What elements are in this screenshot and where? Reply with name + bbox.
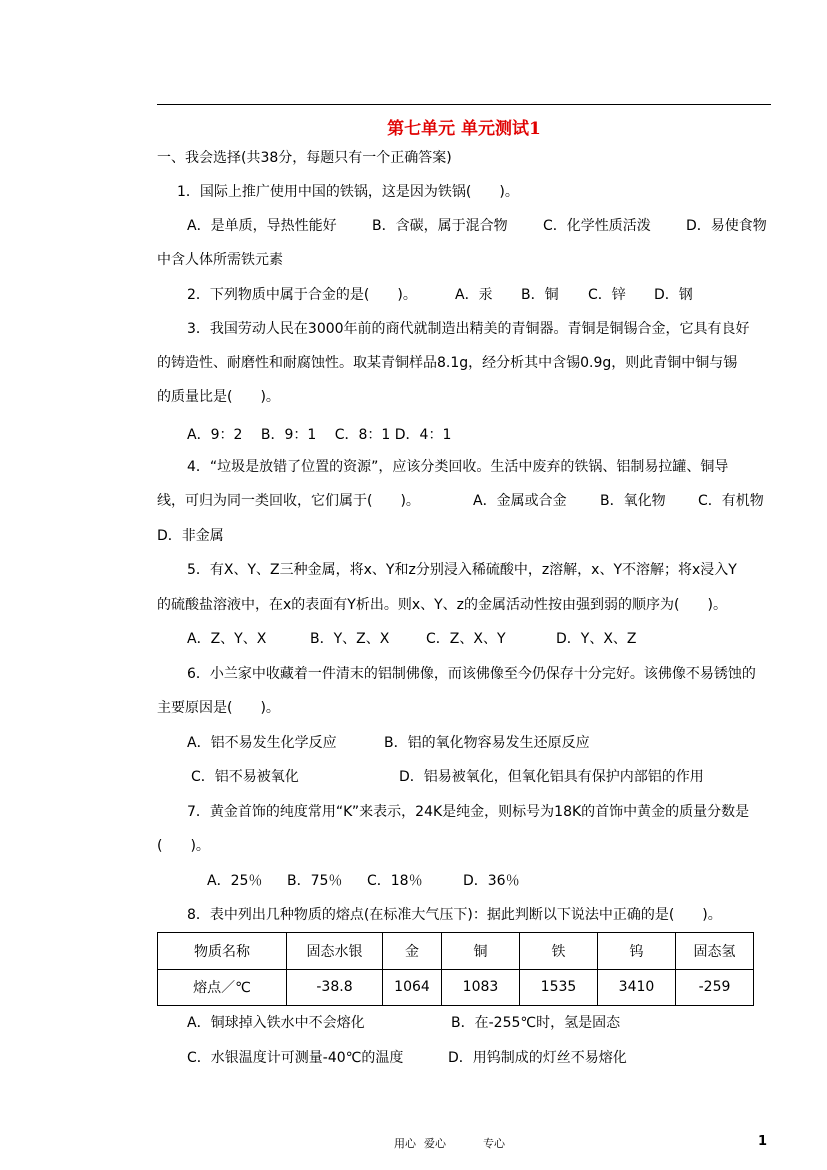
q8-option-d: D．用钨制成的灯丝不易熔化	[448, 1050, 627, 1066]
table-header-cell: 固态水银	[287, 933, 383, 970]
q4-option-d: D．非金属	[157, 528, 224, 544]
table-cell: 1083	[442, 969, 520, 1006]
table-header-cell: 钨	[598, 933, 676, 970]
q2-stem: 2．下列物质中属于合金的是( )。	[187, 287, 417, 303]
table-header-row	[158, 933, 754, 970]
table-cell: 1064	[383, 969, 442, 1006]
footer-motto-1: 用心	[394, 1137, 416, 1150]
footer-motto-3: 专心	[483, 1137, 505, 1150]
q7-option-d: D．36％	[463, 873, 520, 889]
table-header-cell: 物质名称	[158, 933, 287, 970]
q5-option-b: B．Y、Z、X	[310, 631, 390, 647]
q6-line-1: 6．小兰家中收藏着一件清末的铝制佛像，而该佛像至今仍保存十分完好。该佛像不易锈蚀的	[187, 666, 756, 682]
q8-option-b: B．在-255℃时，氢是固态	[451, 1015, 621, 1031]
q3-line-2: 的铸造性、耐磨性和耐腐蚀性。取某青铜样品8.1g，经分析其中含锡0.9g，则此青铜中铜与锡	[157, 355, 738, 371]
q1-option-d-cont: 中含人体所需铁元素	[157, 252, 283, 268]
q1-option-a: A．是单质，导热性能好	[187, 218, 337, 234]
q8-option-a: A．铜球掉入铁水中不会熔化	[187, 1015, 365, 1031]
table-cell: 1535	[520, 969, 598, 1006]
footer-motto-2: 爱心	[424, 1137, 446, 1150]
table-header-cell: 铜	[442, 933, 520, 970]
q7-line-2: ( )。	[157, 838, 210, 854]
q4-line-2: 线，可归为同一类回收，它们属于( )。	[157, 493, 420, 509]
table-header-cell: 金	[383, 933, 442, 970]
q5-option-d: D．Y、X、Z	[556, 631, 637, 647]
q1-option-c: C．化学性质活泼	[543, 218, 651, 234]
q6-option-c: C．铝不易被氧化	[191, 769, 299, 785]
q2-option-a: A．汞	[455, 287, 493, 303]
q6-option-a: A．铝不易发生化学反应	[187, 735, 337, 751]
q3-line-1: 3．我国劳动人民在3000年前的商代就制造出精美的青铜器。青铜是铜锡合金，它具有良好	[187, 321, 750, 337]
q4-option-a: A．金属或合金	[473, 493, 567, 509]
q8-option-c: C．水银温度计可测量-40℃的温度	[187, 1050, 404, 1066]
page-number: 1	[758, 1134, 768, 1149]
table-row	[158, 969, 754, 1006]
table-cell: -38.8	[287, 969, 383, 1006]
q3-line-3: 的质量比是( )。	[157, 389, 280, 405]
header-rule	[157, 104, 771, 105]
q2-option-d: D．钢	[654, 287, 693, 303]
q3-options: A．9：2 B．9：1 C．8：1 D．4：1	[187, 427, 452, 443]
q6-option-b: B．铝的氧化物容易发生还原反应	[384, 735, 590, 751]
q6-option-d: D．铝易被氧化，但氧化铝具有保护内部铝的作用	[399, 769, 704, 785]
q5-option-a: A．Z、Y、X	[187, 631, 267, 647]
table-cell: 3410	[598, 969, 676, 1006]
q5-line-2: 的硫酸盐溶液中，在x的表面有Y析出。则x、Y、z的金属活动性按由强到弱的顺序为( )。	[157, 597, 727, 613]
q1-stem: 1．国际上推广使用中国的铁锅，这是因为铁锅( )。	[177, 184, 519, 200]
table-cell: 熔点／℃	[158, 969, 287, 1006]
page-title: 第七单元 单元测试1	[387, 119, 541, 139]
q6-line-2: 主要原因是( )。	[157, 700, 280, 716]
q4-option-b: B．氧化物	[600, 493, 666, 509]
q7-option-a: A．25％	[207, 873, 263, 889]
q7-option-b: B．75％	[287, 873, 343, 889]
q8-stem: 8．表中列出几种物质的熔点(在标准大气压下)：据此判断以下说法中正确的是( )。	[187, 907, 722, 923]
q7-option-c: C．18％	[367, 873, 423, 889]
q5-option-c: C．Z、X、Y	[426, 631, 506, 647]
q2-option-c: C．锌	[588, 287, 626, 303]
table-cell: -259	[676, 969, 754, 1006]
q4-line-1: 4．“垃圾是放错了位置的资源”，应该分类回收。生活中废弃的铁锅、铝制易拉罐、铜导	[187, 459, 729, 475]
q4-option-c: C．有机物	[698, 493, 764, 509]
q1-option-d: D．易使食物	[686, 218, 767, 234]
q5-line-1: 5．有X、Y、Z三种金属，将x、Y和z分别浸入稀硫酸中，z溶解，x、Y不溶解；将x浸入Y	[187, 562, 737, 578]
q1-option-b: B．含碳，属于混合物	[372, 218, 508, 234]
table-header-cell: 铁	[520, 933, 598, 970]
table-header-cell: 固态氢	[676, 933, 754, 970]
melting-point-table	[157, 932, 754, 1006]
q7-line-1: 7．黄金首饰的纯度常用“K”来表示，24K是纯金，则标号为18K的首饰中黄金的质量分数是	[187, 804, 750, 820]
section-heading: 一、我会选择(共38分，每题只有一个正确答案)	[157, 150, 452, 166]
q2-option-b: B．铜	[521, 287, 559, 303]
